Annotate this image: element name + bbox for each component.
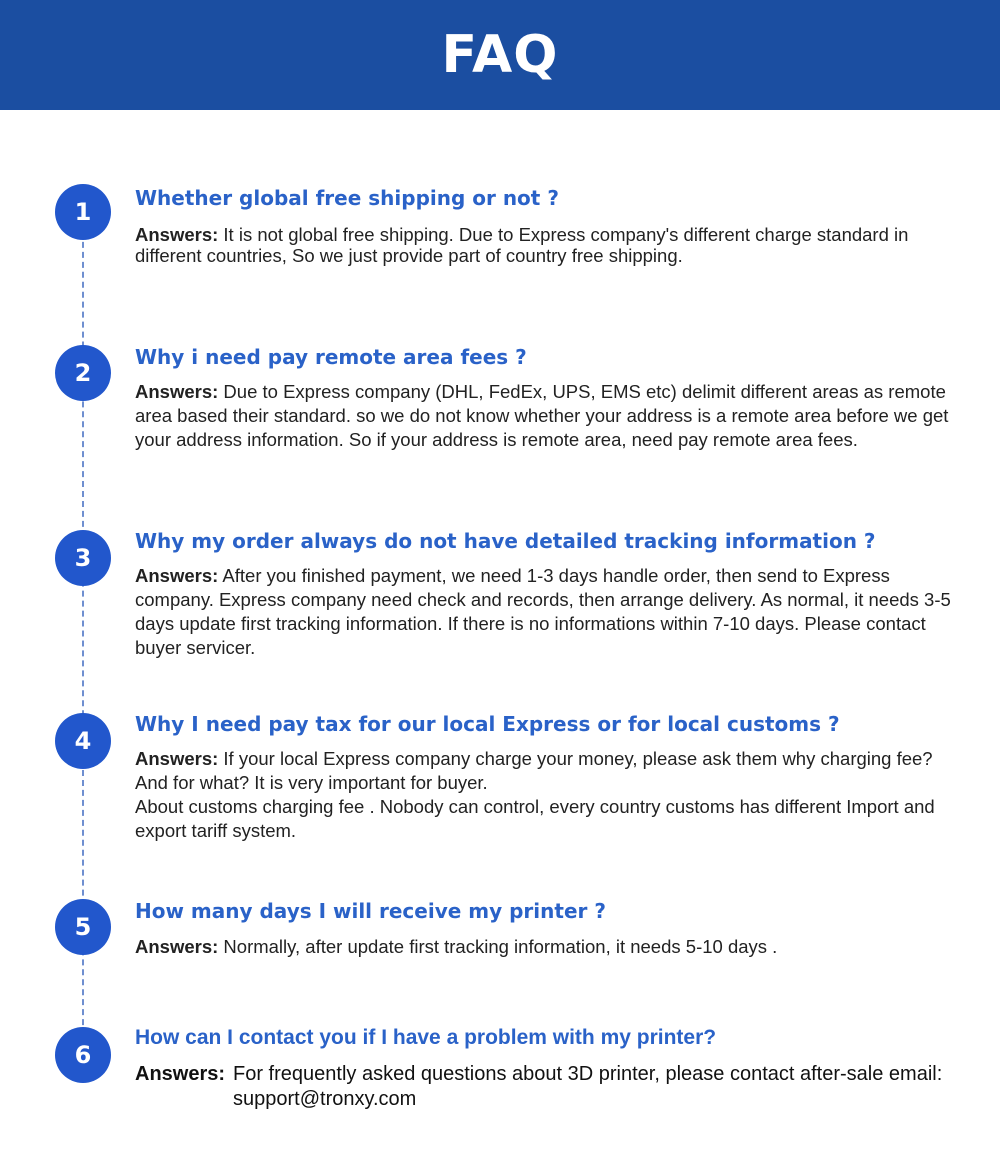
faq-answer-1 [135,224,955,266]
answer-label: Answers: [135,565,219,586]
answer-line-2: About customs charging fee . Nobody can control, every country customs has different Import and export tariff system. [135,796,935,841]
faq-answer-3 [135,564,955,660]
answer-text: If your local Express company charge your money, please ask them why charging fee? And for what? It is very important for buyer. [135,748,933,793]
faq-answer-4 [135,747,955,843]
header-banner [0,0,1000,110]
answer-text: Normally, after update first tracking information, it needs 5-10 days . [223,936,778,957]
faq-question-3: Why my order always do not have detailed tracking information ? [135,529,876,553]
answer-label: Answers: [135,936,219,957]
step-badge-5: 5 [55,899,111,955]
step-badge-4: 4 [55,713,111,769]
faq-question-6: How can I contact you if I have a problem with my printer? [135,1026,717,1049]
answer-line-1 [135,747,955,795]
answer-text: Due to Express company (DHL, FedEx, UPS, EMS etc) delimit different areas as remote area based their standard. so we do not know whether your address is a remote area before we get your address information. So if your address is remote area, need pay remote area fees. [135,381,949,450]
faq-answer-2 [135,380,955,452]
faq-question-2: Why i need pay remote area fees ? [135,345,527,369]
step-badge-3: 3 [55,530,111,586]
answer-text: After you finished payment, we need 1-3 days handle order, then send to Express company. Express company need check and records, then arrange delivery. As normal, it needs 3-5 days update first tracking information. If there is no informations within 7-10 days. Please contact buyer servicer. [135,565,951,658]
faq-answer-5 [135,935,955,959]
step-badge-2: 2 [55,345,111,401]
faq-question-5: How many days I will receive my printer ? [135,899,606,923]
step-badge-6: 6 [55,1027,111,1083]
answer-label: Answers: [135,381,219,402]
answer-label: Answers: [135,748,219,769]
answer-text: For frequently asked questions about 3D printer, please contact after-sale email: support@tronxy.com [233,1063,943,1110]
answer-text: It is not global free shipping. Due to Express company's different charge standard in different countries, So we just provide part of country free shipping. [135,224,909,266]
faq-question-4: Why I need pay tax for our local Express or for local customs ? [135,712,840,736]
step-badge-1: 1 [55,184,111,240]
page-title: FAQ [441,25,559,85]
answer-label: Answers: [135,224,219,245]
answer-label: Answers: [135,1063,226,1085]
faq-question-1: Whether global free shipping or not ? [135,186,559,210]
